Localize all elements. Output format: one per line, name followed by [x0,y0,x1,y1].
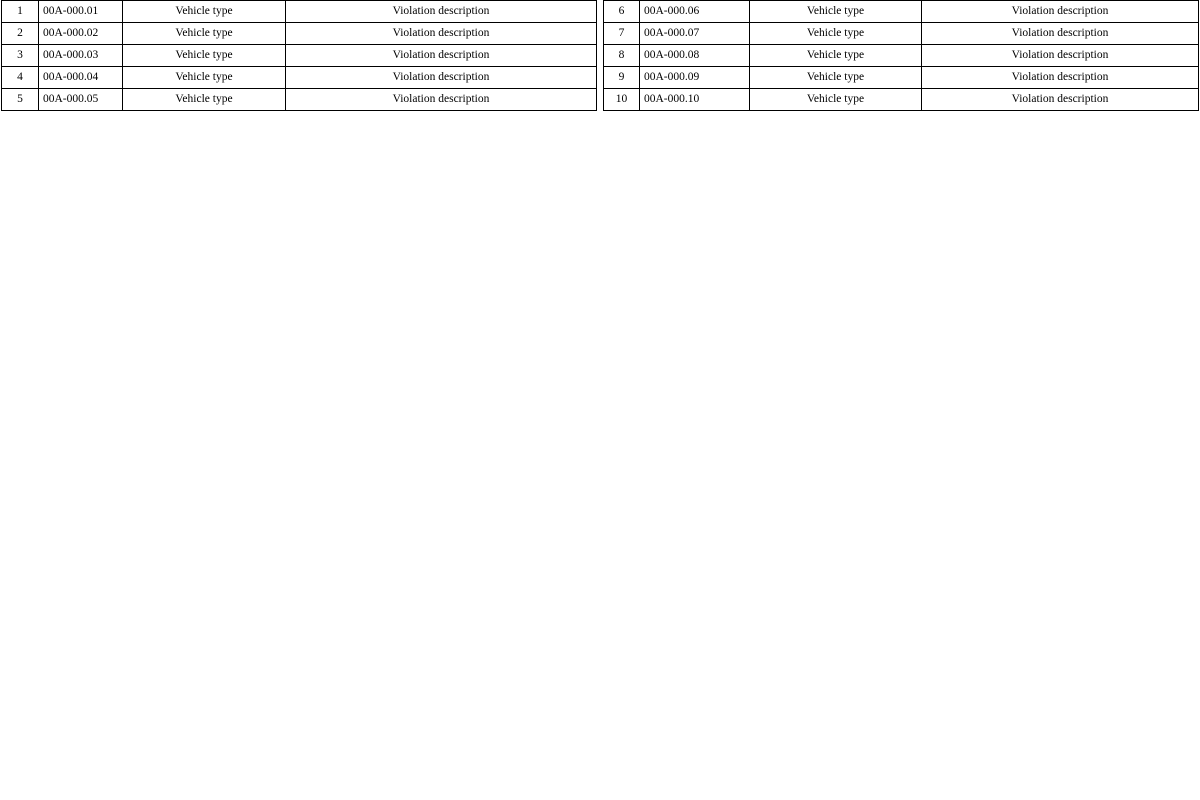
row-number: 3 [2,45,39,67]
vehicle-type: Vehicle type [123,45,286,67]
table-row [2,45,597,67]
vehicle-type: Vehicle type [750,45,922,67]
license-plate: 00A-000.10 [640,89,750,111]
row-number: 5 [2,89,39,111]
table-row [604,1,1199,23]
row-number: 1 [2,1,39,23]
vehicle-type: Vehicle type [750,67,922,89]
table-row [604,45,1199,67]
table-row [2,89,597,111]
violation-description: Violation description [922,23,1199,45]
violation-description: Violation description [922,89,1199,111]
vehicle-type: Vehicle type [123,23,286,45]
violation-description: Violation description [922,1,1199,23]
vehicle-type: Vehicle type [750,89,922,111]
left-table-body [2,1,597,111]
license-plate: 00A-000.08 [640,45,750,67]
row-number: 10 [604,89,640,111]
violation-description: Violation description [286,23,597,45]
row-number: 4 [2,67,39,89]
left-violation-table [1,0,597,111]
violation-description: Violation description [286,67,597,89]
table-row [604,89,1199,111]
violation-description: Violation description [286,45,597,67]
vehicle-type: Vehicle type [123,1,286,23]
table-row [604,23,1199,45]
table-row [2,23,597,45]
vehicle-type: Vehicle type [750,23,922,45]
license-plate: 00A-000.03 [39,45,123,67]
license-plate: 00A-000.05 [39,89,123,111]
license-plate: 00A-000.02 [39,23,123,45]
license-plate: 00A-000.04 [39,67,123,89]
row-number: 6 [604,1,640,23]
table-row [2,1,597,23]
license-plate: 00A-000.09 [640,67,750,89]
license-plate: 00A-000.01 [39,1,123,23]
right-violation-table [603,0,1199,111]
violation-description: Violation description [922,67,1199,89]
row-number: 8 [604,45,640,67]
table-row [2,67,597,89]
vehicle-type: Vehicle type [123,67,286,89]
violation-description: Violation description [922,45,1199,67]
right-table-panel [603,0,1199,800]
violation-description: Violation description [286,89,597,111]
row-number: 7 [604,23,640,45]
table-row [604,67,1199,89]
vehicle-type: Vehicle type [123,89,286,111]
row-number: 2 [2,23,39,45]
row-number: 9 [604,67,640,89]
right-table-body [604,1,1199,111]
left-table-panel [1,0,597,800]
vehicle-type: Vehicle type [750,1,922,23]
violation-description: Violation description [286,1,597,23]
license-plate: 00A-000.07 [640,23,750,45]
license-plate: 00A-000.06 [640,1,750,23]
